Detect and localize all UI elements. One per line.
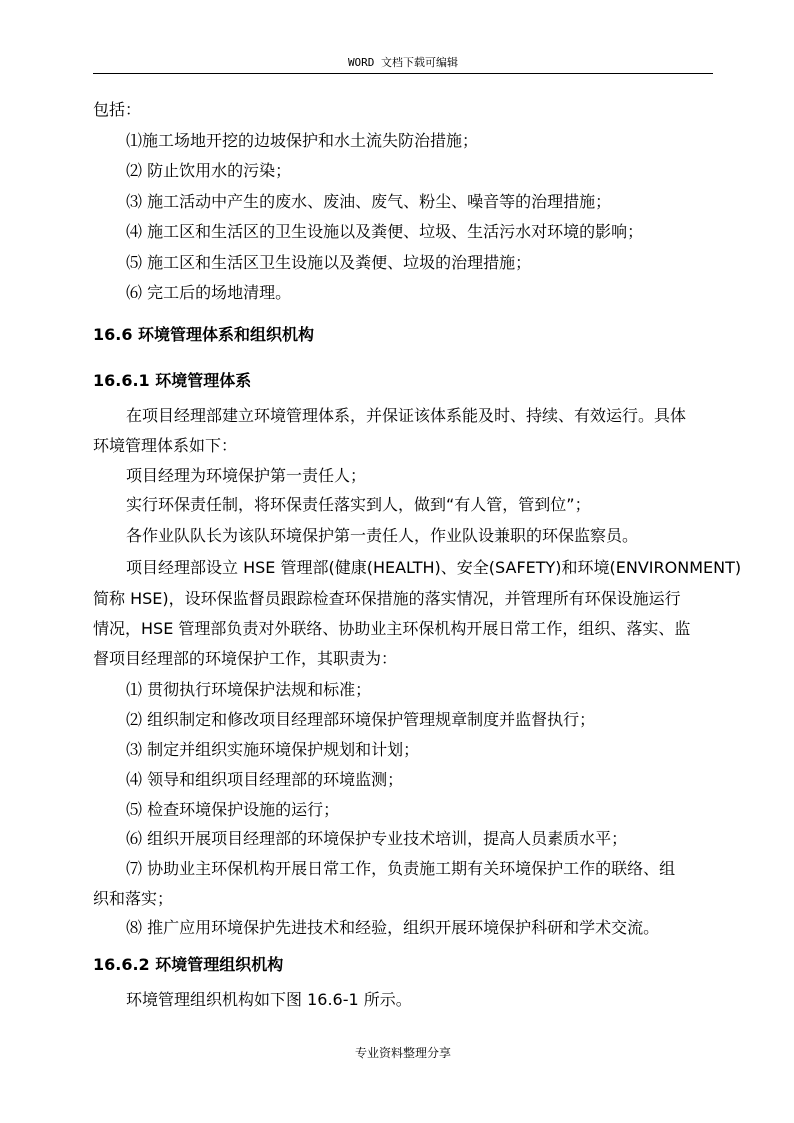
list-item-continuation: 织和落实； xyxy=(93,889,174,908)
list-item: ⑵ 防止饮用水的污染； xyxy=(126,161,292,180)
page-footer: 专业资料整理分享 xyxy=(354,1046,451,1060)
paragraph-line: 项目经理部设立 HSE 管理部(健康(HEALTH)、安全(SAFETY)和环境(ENVIRONMENT) xyxy=(126,558,742,577)
paragraph-line: 环境管理体系如下： xyxy=(93,436,238,455)
list-item: ⑷ 领导和组织项目经理部的环境监测； xyxy=(126,770,404,789)
list-item: ⑷ 施工区和生活区的卫生设施以及粪便、垃圾、生活污水对环境的影响； xyxy=(126,222,644,241)
list-item: ⑴施工场地开挖的边坡保护和水土流失防治措施； xyxy=(126,131,479,150)
paragraph-line: 督项目经理部的环境保护工作，其职责为： xyxy=(93,649,398,668)
section-heading: 16.6 环境管理体系和组织机构 xyxy=(93,325,315,344)
list-item: ⑵ 组织制定和修改项目经理部环境保护管理规章制度并监督执行； xyxy=(126,710,596,729)
paragraph-line: 情况，HSE 管理部负责对外联络、协助业主环保机构开展日常工作，组织、落实、监 xyxy=(93,619,691,638)
list-item: ⑺ 协助业主环保机构开展日常工作，负责施工期有关环境保护工作的联络、组 xyxy=(126,859,676,878)
paragraph-line: 在项目经理部建立环境管理体系，并保证该体系能及时、持续、有效运行。具体 xyxy=(126,406,687,425)
list-item: ⑶ 制定并组织实施环境保护规划和计划； xyxy=(126,740,420,759)
paragraph-line: 简称 HSE)，设环保监督员跟踪检查环保措施的落实情况，并管理所有环保设施运行 xyxy=(93,589,681,608)
list-item: ⑸ 检查环境保护设施的运行； xyxy=(126,800,340,819)
paragraph-line: 环境管理组织机构如下图 16.6-1 所示。 xyxy=(126,990,412,1009)
subsection-heading: 16.6.1 环境管理体系 xyxy=(93,371,252,390)
header-rule xyxy=(93,73,713,74)
list-item: ⑴ 贯彻执行环境保护法规和标准； xyxy=(126,680,372,699)
intro-text: 包括： xyxy=(93,100,142,119)
list-item: ⑶ 施工活动中产生的废水、废油、废气、粉尘、噪音等的治理措施； xyxy=(126,192,612,211)
subsection-heading: 16.6.2 环境管理组织机构 xyxy=(93,955,284,974)
paragraph-line: 实行环保责任制，将环保责任落实到人，做到“有人管，管到位”； xyxy=(126,495,591,514)
list-item: ⑸ 施工区和生活区卫生设施以及粪便、垃圾的治理措施； xyxy=(126,253,532,272)
list-item: ⑹ 完工后的场地清理。 xyxy=(126,283,292,302)
page-header: WORD 文档下载可编辑 xyxy=(347,56,459,69)
paragraph-line: 项目经理为环境保护第一责任人； xyxy=(126,466,367,485)
list-item: ⑻ 推广应用环境保护先进技术和经验，组织开展环境保护科研和学术交流。 xyxy=(126,918,660,937)
paragraph-line: 各作业队队长为该队环境保护第一责任人，作业队设兼职的环保监察员。 xyxy=(126,526,639,545)
list-item: ⑹ 组织开展项目经理部的环境保护专业技术培训，提高人员素质水平； xyxy=(126,829,628,848)
